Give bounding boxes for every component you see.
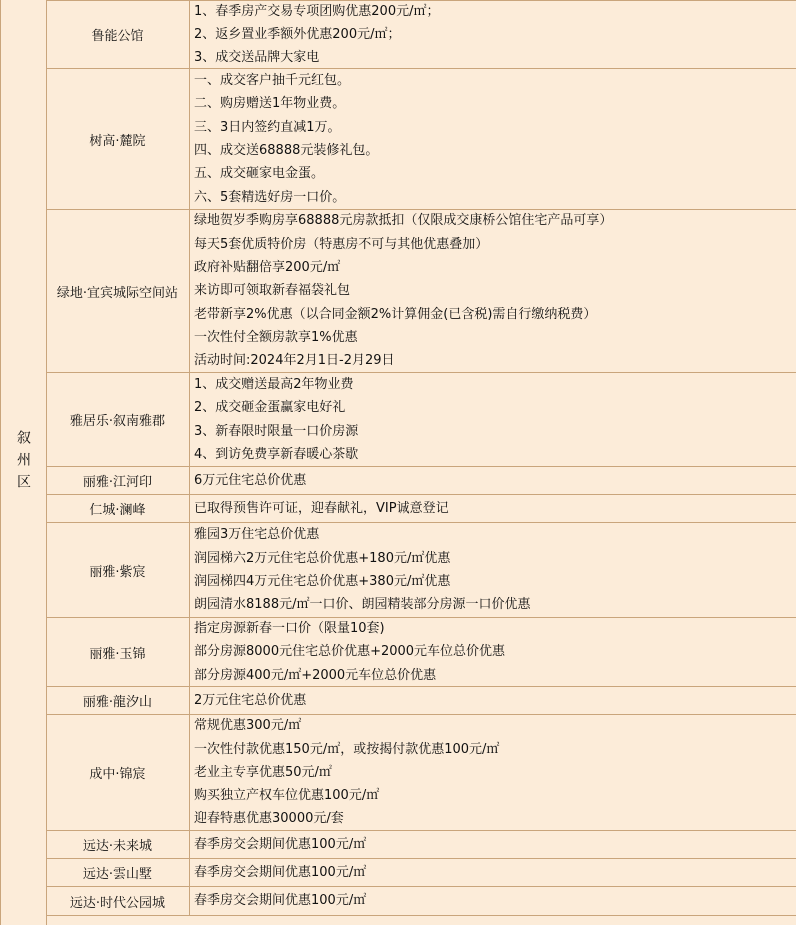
promotion-line: 每天5套优质特价房（特惠房不可与其他优惠叠加） bbox=[194, 236, 489, 252]
promotion-line: 春季房交会期间优惠100元/㎡ bbox=[194, 836, 367, 852]
promotion-lines bbox=[194, 831, 796, 858]
project-name: 成中·锦宸 bbox=[46, 715, 190, 830]
project-row bbox=[46, 467, 796, 495]
project-row bbox=[46, 373, 796, 467]
promotion-line: 已取得预售许可证，迎春献礼，VIP诚意登记 bbox=[194, 500, 449, 516]
project-row bbox=[46, 831, 796, 859]
project-name: 雅居乐·叙南雅郡 bbox=[46, 373, 190, 466]
promotion-line: 春季房交会期间优惠100元/㎡ bbox=[194, 864, 367, 880]
promotion-line: 润园梯四4万元住宅总价优惠+380元/㎡优惠 bbox=[194, 574, 451, 589]
promotion-line: 2、返乡置业季额外优惠200元/㎡； bbox=[194, 26, 401, 42]
project-row bbox=[46, 887, 796, 916]
promotion-lines bbox=[194, 69, 796, 209]
promotion-line: 3、新春限时限量一口价房源 bbox=[194, 423, 359, 439]
promotion-line: 二、购房赠送1年物业费。 bbox=[194, 96, 346, 112]
promotion-line: 六、5套精选好房一口价。 bbox=[194, 189, 346, 205]
project-row bbox=[46, 715, 796, 831]
promotion-lines bbox=[194, 1, 796, 68]
project-name: 丽雅·龍汐山 bbox=[46, 687, 190, 714]
promotion-lines bbox=[194, 495, 796, 522]
promotion-line: 1、春季房产交易专项团购优惠200元/㎡； bbox=[194, 3, 440, 19]
promotion-line: 常规优惠300元/㎡ bbox=[194, 718, 302, 734]
promotion-line: 一、成交客户抽千元红包。 bbox=[194, 73, 351, 89]
project-row bbox=[46, 0, 796, 69]
promotion-line: 来访即可领取新春福袋礼包 bbox=[194, 283, 351, 299]
project-row bbox=[46, 618, 796, 687]
promotion-line: 指定房源新春一口价（限量10套) bbox=[194, 621, 385, 637]
promotion-line: 老带新享2%优惠（以合同金额2%计算佣金(已含税)需自行缴纳税费） bbox=[194, 306, 597, 322]
promotion-line: 4、到访免费享新春暖心茶歇 bbox=[194, 446, 359, 462]
promotion-lines bbox=[194, 373, 796, 466]
promotion-line: 绿地贺岁季购房享68888元房款抵扣（仅限成交康桥公馆住宅产品可享） bbox=[194, 213, 613, 229]
project-name: 树高·麓院 bbox=[46, 69, 190, 209]
project-name: 鲁能公馆 bbox=[46, 1, 190, 68]
project-name: 远达·雲山墅 bbox=[46, 859, 190, 886]
promotion-line: 部分房源8000元住宅总价优惠+2000元车位总价优惠 bbox=[194, 644, 506, 660]
project-name: 丽雅·江河印 bbox=[46, 467, 190, 494]
promotion-line: 老业主专享优惠50元/㎡ bbox=[194, 764, 332, 780]
promotion-line: 润园梯六2万元住宅总价优惠+180元/㎡优惠 bbox=[194, 550, 451, 566]
promotion-lines bbox=[194, 210, 796, 372]
project-row bbox=[46, 859, 796, 887]
promotion-lines bbox=[194, 523, 796, 617]
promotion-line: 1、成交赠送最高2年物业费 bbox=[194, 376, 354, 392]
district-label: 叙州区 bbox=[15, 429, 31, 496]
project-row bbox=[46, 210, 796, 373]
promotion-lines bbox=[194, 467, 796, 494]
project-name: 远达·未来城 bbox=[46, 831, 190, 858]
project-name: 仁城·澜峰 bbox=[46, 495, 190, 522]
promotion-lines bbox=[194, 618, 796, 686]
promotion-line: 一次性付全额房款享1%优惠 bbox=[194, 329, 358, 345]
promotion-lines bbox=[194, 887, 796, 915]
promotion-line: 活动时间:2024年2月1日-2月29日 bbox=[194, 353, 395, 369]
project-row bbox=[46, 69, 796, 210]
promotion-line: 部分房源400元/㎡+2000元车位总价优惠 bbox=[194, 667, 437, 683]
promotion-lines bbox=[194, 687, 796, 714]
district-cell bbox=[0, 0, 47, 925]
promotion-line: 朗园清水8188元/㎡一口价、朗园精装部分房源一口价优惠 bbox=[194, 597, 531, 613]
promotion-lines bbox=[194, 715, 796, 830]
project-row bbox=[46, 495, 796, 523]
promotion-line: 三、3日内签约直减1万。 bbox=[194, 119, 341, 135]
promotion-line: 购买独立产权车位优惠100元/㎡ bbox=[194, 788, 380, 804]
promotion-line: 春季房交会期间优惠100元/㎡ bbox=[194, 893, 367, 909]
project-row bbox=[46, 687, 796, 715]
promotion-line: 五、成交砸家电金蛋。 bbox=[194, 166, 325, 182]
project-name: 丽雅·紫宸 bbox=[46, 523, 190, 617]
project-name: 丽雅·玉锦 bbox=[46, 618, 190, 686]
promotion-line: 2万元住宅总价优惠 bbox=[194, 692, 307, 708]
project-name: 远达·时代公园城 bbox=[46, 887, 190, 915]
promotion-line: 雅园3万住宅总价优惠 bbox=[194, 527, 320, 543]
project-row bbox=[46, 523, 796, 618]
promotion-line: 四、成交送68888元装修礼包。 bbox=[194, 143, 379, 158]
promotion-line: 一次性付款优惠150元/㎡，或按揭付款优惠100元/㎡ bbox=[194, 741, 500, 757]
promotion-line: 6万元住宅总价优惠 bbox=[194, 472, 307, 488]
project-name: 绿地·宜宾城际空间站 bbox=[46, 210, 190, 372]
promotion-line: 3、成交送品牌大家电 bbox=[194, 50, 320, 66]
promotion-line: 政府补贴翻倍享200元/㎡ bbox=[194, 260, 341, 276]
promotion-lines bbox=[194, 859, 796, 886]
promotion-line: 迎春特惠优惠30000元/套 bbox=[194, 811, 344, 827]
promotion-line: 2、成交砸金蛋赢家电好礼 bbox=[194, 400, 346, 416]
